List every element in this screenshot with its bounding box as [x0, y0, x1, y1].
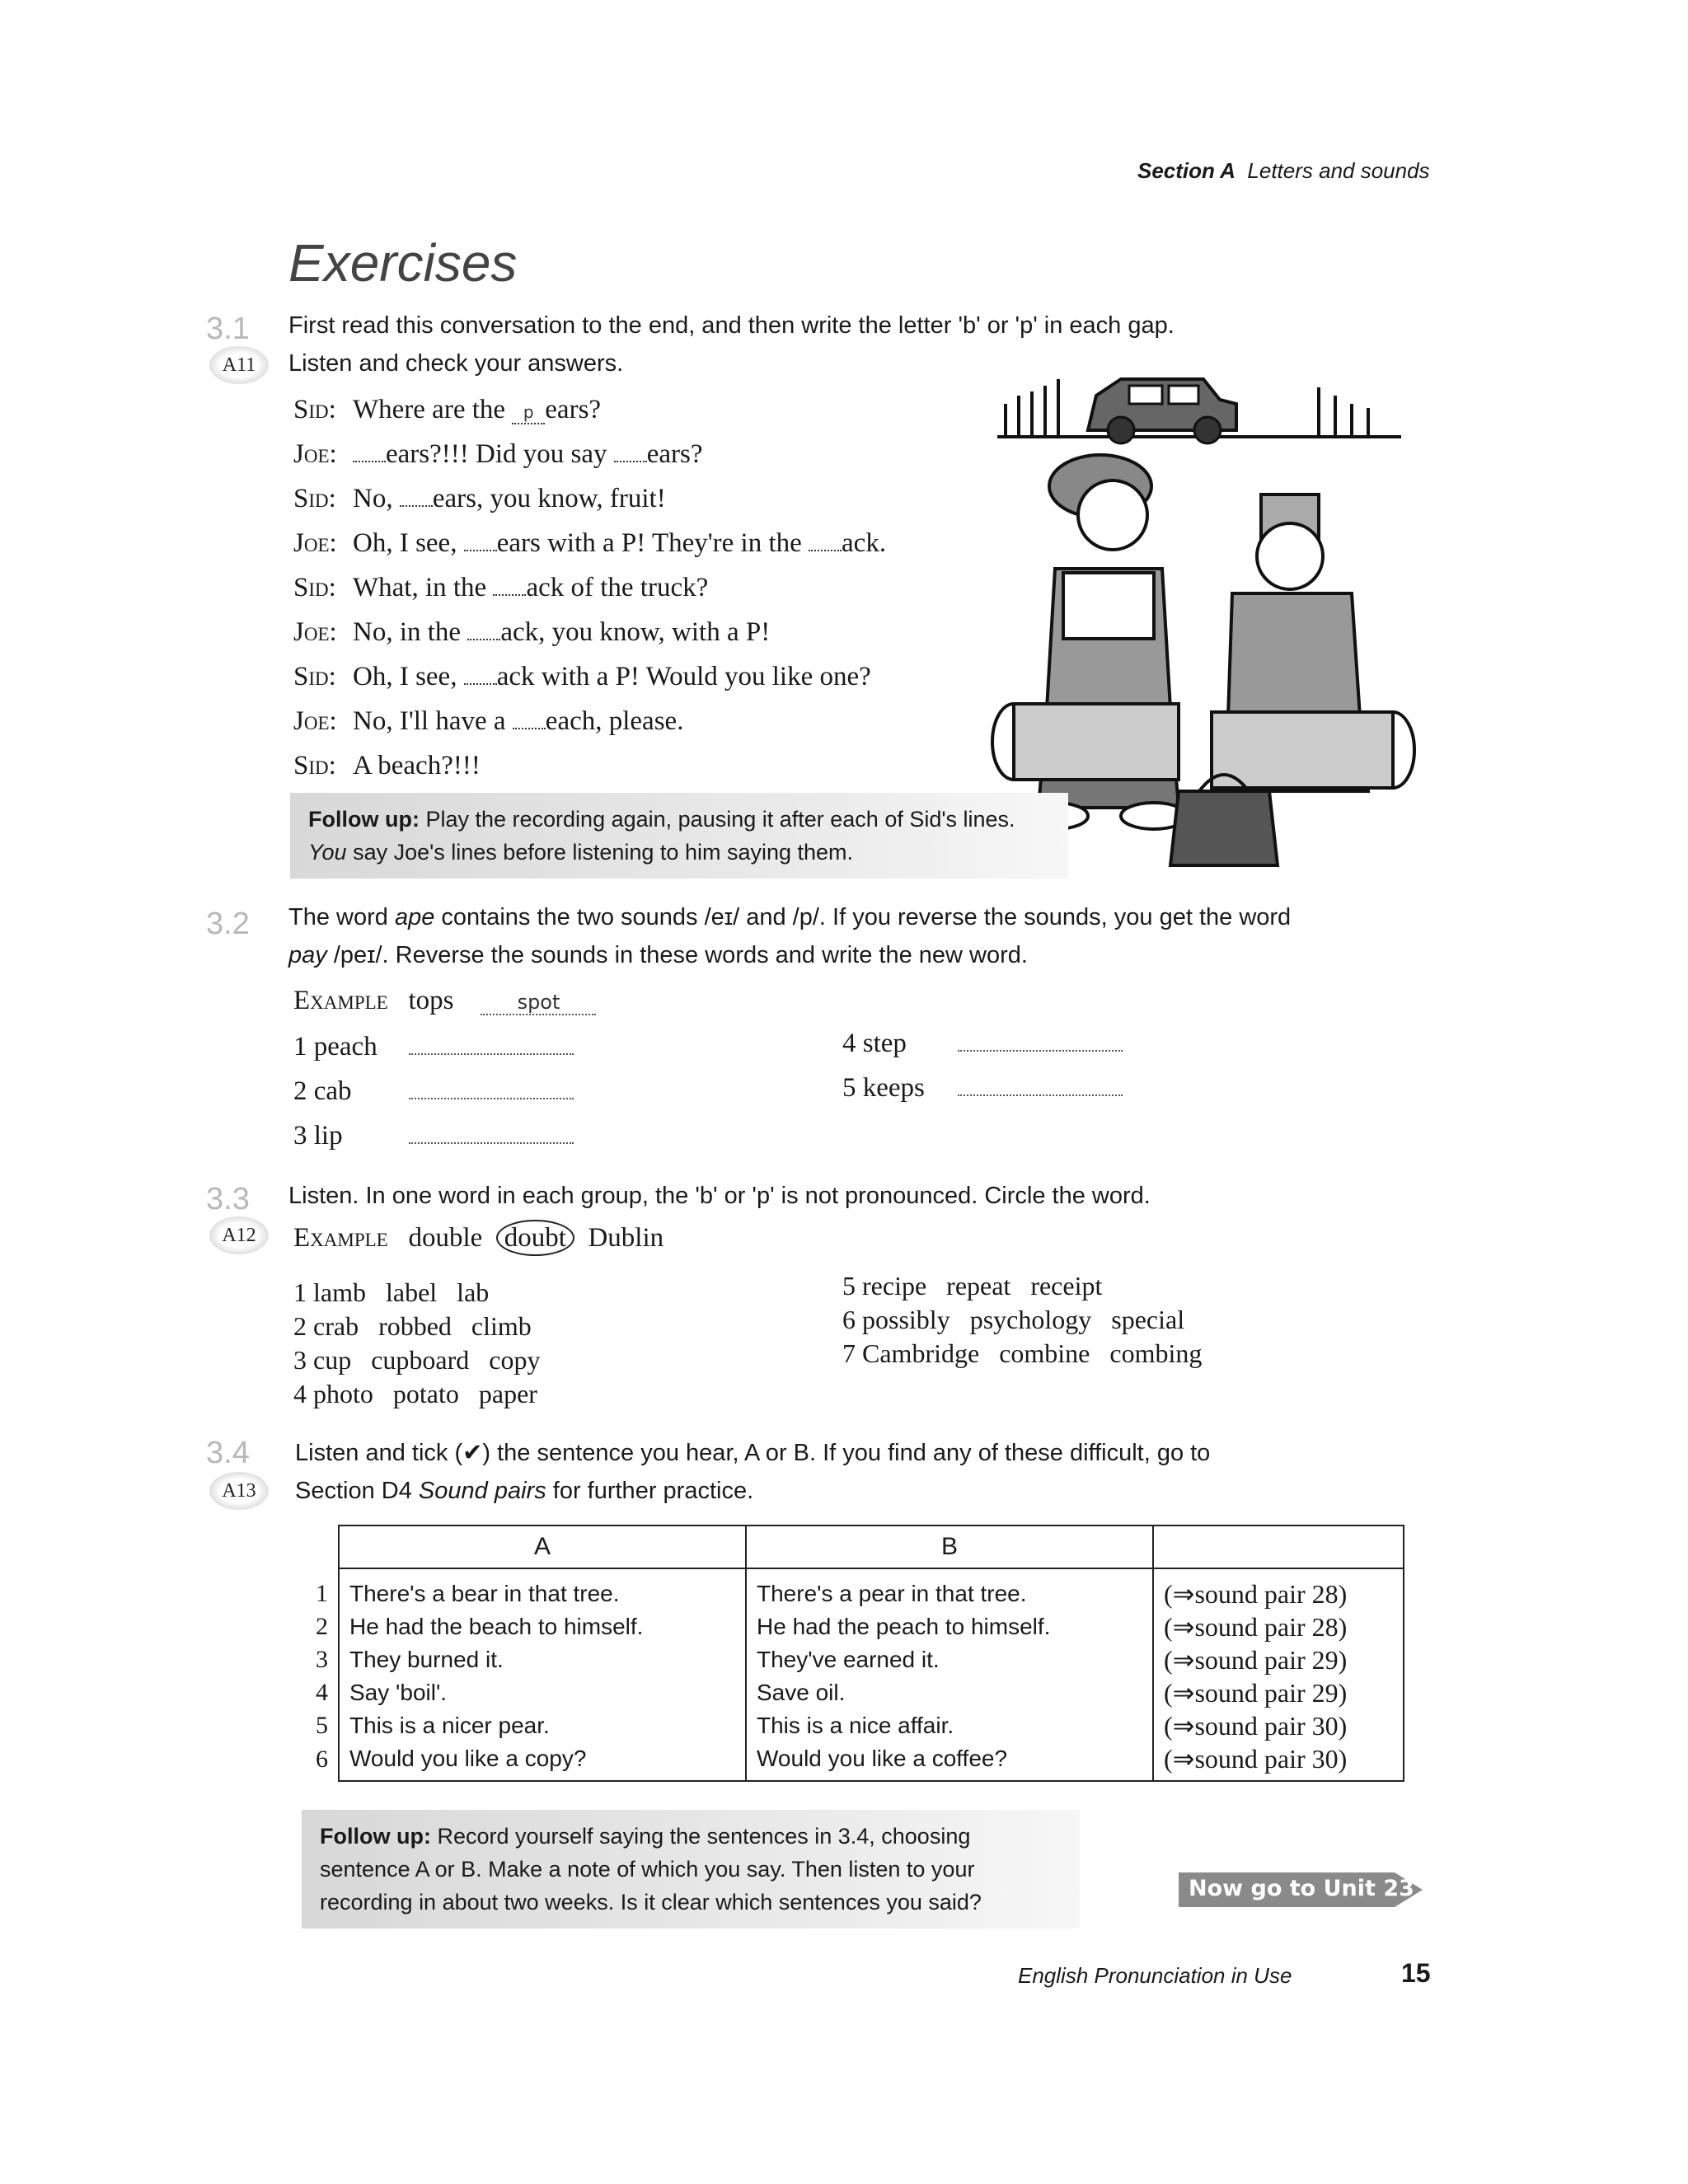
dialogue-line: Sid: What, in the ack of the truck?: [293, 573, 709, 602]
answer-blank[interactable]: [409, 1035, 574, 1055]
item-3-2-1: 1 peach: [293, 1032, 574, 1062]
word-groups-right: [842, 1269, 1202, 1371]
dialogue-line: Joe: ears?!!! Did you say ears?: [293, 439, 703, 469]
sound-pair-ref: (⇒sound pair 28): [1153, 1610, 1404, 1643]
word-option[interactable]: special: [1111, 1305, 1185, 1334]
word-group: 7 Cambridge combine combing: [842, 1338, 1203, 1368]
follow-up-box-3-1: Follow up: Play the recording again, pausing it after each of Sid's lines. You say Joe's lines before listening to him saying them.: [290, 793, 1068, 879]
exercise-3-3-instructions: Listen. In one word in each group, the 'b' or 'p' is not pronounced. Circle the word.: [288, 1183, 1151, 1209]
word-option[interactable]: possibly: [862, 1305, 950, 1334]
dialogue-line: Joe: Oh, I see, ears with a P! They're in the ack.: [293, 528, 887, 558]
sound-pair-ref: (⇒sound pair 29): [1153, 1676, 1404, 1709]
word-option[interactable]: climb: [471, 1311, 532, 1341]
word-option[interactable]: combine: [999, 1338, 1090, 1368]
audio-track-a12[interactable]: A12: [209, 1216, 269, 1254]
word-group: 1 lamb label lab: [293, 1277, 490, 1307]
dialogue-line: Sid: Where are the p ears?: [293, 395, 602, 424]
word-group: 4 photo potato paper: [293, 1379, 537, 1408]
answer-gap[interactable]: [464, 528, 497, 551]
exercise-3-1-instructions: First read this conversation to the end, and then write the letter 'b' or 'p' in each gap. Listen and check your answers.: [288, 312, 1175, 377]
exercise-number-3-3: 3.3: [206, 1182, 250, 1216]
word-option[interactable]: cupboard: [371, 1345, 470, 1375]
sentence-b[interactable]: There's a pear in that tree.: [746, 1568, 1153, 1610]
word-option[interactable]: crab: [313, 1311, 359, 1341]
word-option[interactable]: lamb: [313, 1277, 366, 1307]
answer-blank[interactable]: [409, 1124, 574, 1144]
exercise-number-3-4: 3.4: [206, 1436, 250, 1470]
sentence-a[interactable]: Would you like a copy?: [339, 1742, 746, 1781]
answer-blank[interactable]: [958, 1032, 1123, 1052]
word-group: 5 recipe repeat receipt: [842, 1271, 1103, 1301]
follow-up-box-3-4: Follow up: Record yourself saying the sentences in 3.4, choosing sentence A or B. Make a note of which you say. Then listen to your recording in about two weeks. Is it clear which sentences you said?: [302, 1810, 1080, 1929]
answer-gap[interactable]: [809, 528, 842, 551]
sentence-b[interactable]: This is a nice affair.: [746, 1709, 1153, 1742]
word-option[interactable]: psychology: [969, 1305, 1092, 1334]
sound-pair-ref: (⇒sound pair 29): [1153, 1643, 1404, 1676]
sentence-a[interactable]: He had the beach to himself.: [339, 1610, 746, 1643]
word-option[interactable]: robbed: [378, 1311, 452, 1341]
truck-icon: [1088, 379, 1236, 443]
word-group: 2 crab robbed climb: [293, 1311, 532, 1341]
word-group: 6 possibly psychology special: [842, 1305, 1185, 1334]
dialogue-line: Sid: No, ears, you know, fruit!: [293, 484, 666, 513]
column-header-ref: [1153, 1526, 1404, 1568]
table-row: 1 There's a bear in that tree. There's a pear in that tree. (⇒sound pair 28): [293, 1568, 1404, 1610]
item-3-2-2: 2 cab: [293, 1076, 574, 1107]
word-option[interactable]: repeat: [946, 1271, 1011, 1301]
next-unit-link[interactable]: Now go to Unit 23: [1179, 1869, 1426, 1910]
word-option[interactable]: copy: [489, 1345, 541, 1375]
word-option[interactable]: paper: [478, 1379, 537, 1408]
dialogue-line: Sid: A beach?!!!: [293, 751, 481, 780]
word-option[interactable]: cup: [313, 1345, 352, 1375]
table-row: 3 They burned it. They've earned it. (⇒sound pair 29): [293, 1643, 1404, 1676]
exercise-3-4-instructions: Listen and tick (✔) the sentence you hear, A or B. If you find any of these difficult, go to Section D4 Sound pairs for further practice.: [295, 1440, 1211, 1504]
dialogue-line: Joe: No, I'll have a each, please.: [293, 706, 684, 736]
exercise-3-2-instructions: The word ape contains the two sounds /eɪ/ and /p/. If you reverse the sounds, you get the word pay /peɪ/. Reverse the sounds in these words and write the new word.: [288, 904, 1292, 968]
answer-gap[interactable]: [467, 617, 500, 640]
item-3-2-5: 5 keeps: [842, 1073, 1123, 1104]
exercise-number-3-1: 3.1: [206, 312, 250, 346]
page-number: 15: [1401, 1958, 1431, 1988]
answer-gap[interactable]: [400, 484, 433, 507]
example-answer: spot: [481, 991, 596, 1015]
answer-gap[interactable]: [464, 662, 497, 685]
footer-book-title: English Pronunciation in Use: [1018, 1963, 1292, 1988]
answer-gap[interactable]: [353, 439, 386, 462]
word-groups-left: [293, 1276, 540, 1411]
word-option[interactable]: potato: [392, 1379, 459, 1408]
example-3-2: Example tops spot: [293, 986, 596, 1016]
answer-blank[interactable]: [958, 1076, 1123, 1096]
word-option[interactable]: Cambridge: [862, 1338, 980, 1368]
section-label: Section A: [1137, 158, 1236, 183]
table-row: 5 This is a nicer pear. This is a nice affair. (⇒sound pair 30): [293, 1709, 1404, 1742]
sentence-b[interactable]: Would you like a coffee?: [746, 1742, 1153, 1781]
item-3-2-4: 4 step: [842, 1029, 1123, 1059]
sound-pair-ref: (⇒sound pair 28): [1153, 1568, 1404, 1610]
column-header-a: A: [339, 1526, 746, 1568]
answer-gap[interactable]: [614, 439, 647, 462]
item-3-2-3: 3 lip: [293, 1121, 574, 1151]
sentence-a[interactable]: Say 'boil'.: [339, 1676, 746, 1709]
answer-gap[interactable]: p: [512, 401, 545, 424]
audio-track-a13[interactable]: A13: [209, 1472, 269, 1510]
sentence-a[interactable]: This is a nicer pear.: [339, 1709, 746, 1742]
exercise-number-3-2: 3.2: [206, 907, 250, 941]
word-option[interactable]: label: [385, 1277, 438, 1307]
dialogue-line: Sid: Oh, I see, ack with a P! Would you like one?: [293, 662, 871, 691]
table-row: 6 Would you like a copy? Would you like a coffee? (⇒sound pair 30): [293, 1742, 1404, 1781]
answer-gap[interactable]: [513, 706, 546, 729]
running-head: [1137, 158, 1430, 184]
sentence-b[interactable]: He had the peach to himself.: [746, 1610, 1153, 1643]
sentence-a[interactable]: There's a bear in that tree.: [339, 1568, 746, 1610]
table-header: [293, 1526, 1404, 1568]
word-option[interactable]: lab: [457, 1277, 490, 1307]
sentence-b[interactable]: They've earned it.: [746, 1643, 1153, 1676]
dialogue: [293, 387, 886, 788]
circled-word: doubt: [496, 1220, 574, 1256]
example-3-3: Example double doubt Dublin: [293, 1223, 663, 1254]
word-option[interactable]: recipe: [862, 1271, 927, 1301]
sentence-a[interactable]: They burned it.: [339, 1643, 746, 1676]
sound-pair-ref: (⇒sound pair 30): [1153, 1742, 1404, 1781]
audio-track-a11[interactable]: A11: [209, 346, 269, 384]
answer-gap[interactable]: [493, 573, 526, 596]
page-title: Exercises: [288, 233, 518, 293]
sentence-b[interactable]: Save oil.: [746, 1676, 1153, 1709]
sound-pair-ref: (⇒sound pair 30): [1153, 1709, 1404, 1742]
sound-pairs-table: [293, 1525, 1404, 1782]
column-header-b: B: [746, 1526, 1153, 1568]
table-row: 2 He had the beach to himself. He had the peach to himself. (⇒sound pair 28): [293, 1610, 1404, 1643]
word-option[interactable]: photo: [313, 1379, 373, 1408]
section-subtitle: Letters and sounds: [1247, 158, 1430, 183]
word-option[interactable]: receipt: [1030, 1271, 1103, 1301]
answer-blank[interactable]: [409, 1080, 574, 1099]
word-option[interactable]: combing: [1109, 1338, 1203, 1368]
dialogue-line: Joe: No, in the ack, you know, with a P!: [293, 617, 771, 647]
table-row: 4 Say 'boil'. Save oil. (⇒sound pair 29): [293, 1676, 1404, 1709]
word-group: 3 cup cupboard copy: [293, 1345, 541, 1375]
